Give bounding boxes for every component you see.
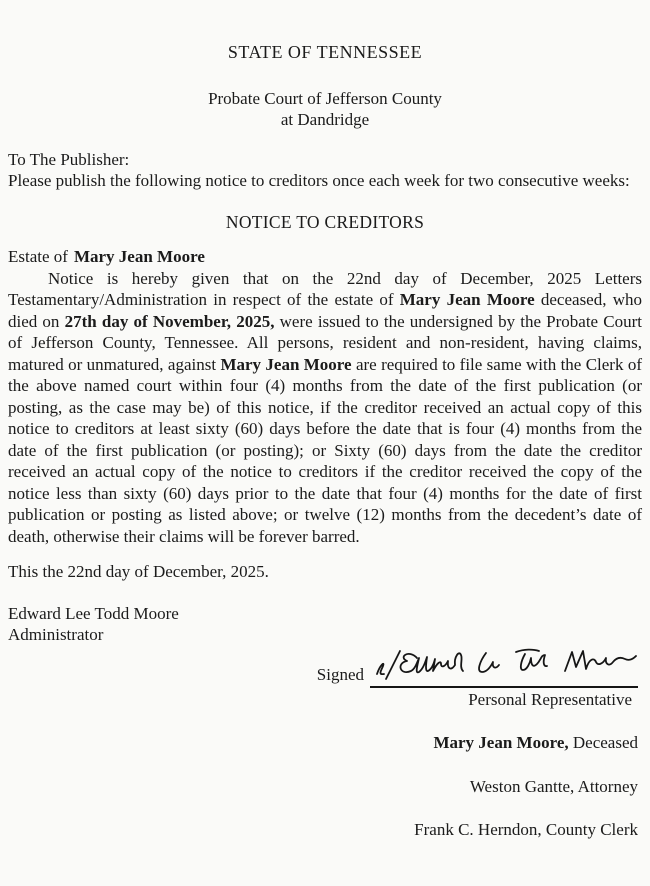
body-segment: deceased, who died on bbox=[8, 290, 642, 331]
execution-date: This the 22nd day of December, 2025. bbox=[8, 562, 269, 581]
publisher-salutation: To The Publisher: bbox=[8, 149, 130, 169]
court-location: at Dandridge bbox=[280, 110, 370, 129]
estate-line bbox=[8, 246, 642, 268]
body-segment: were issued to the undersigned by the Probate Court of Jefferson County, Tennessee. All persons, resident and non-resident, having claims, matured or unmatured, against bbox=[8, 311, 642, 374]
deceased-line bbox=[8, 732, 638, 754]
court-name: Probate Court of Jefferson County bbox=[208, 88, 442, 108]
administrator-title: Administrator bbox=[8, 625, 104, 644]
county-clerk-line: Frank C. Herndon, County Clerk bbox=[414, 820, 638, 839]
signed-label: Signed bbox=[316, 665, 364, 684]
signature-line bbox=[370, 648, 638, 688]
signature-handwriting-icon bbox=[370, 646, 638, 690]
notice-title: NOTICE TO CREDITORS bbox=[225, 211, 425, 232]
publisher-instruction: Please publish the following notice to creditors once each week for two consecutive weeks: bbox=[8, 171, 630, 190]
signature-block bbox=[8, 648, 642, 688]
court-header bbox=[8, 88, 642, 131]
estate-prefix: Estate of bbox=[8, 247, 68, 266]
decedent-name: Mary Jean Moore bbox=[73, 247, 205, 266]
state-title: STATE OF TENNESSEE bbox=[227, 42, 423, 62]
notice-body bbox=[8, 268, 642, 548]
administrator-name: Edward Lee Todd Moore bbox=[8, 603, 179, 623]
deceased-label: Deceased bbox=[568, 733, 638, 752]
administrator-block bbox=[8, 603, 642, 646]
footer-parties bbox=[8, 732, 642, 841]
decedent-name-bold: Mary Jean Moore bbox=[220, 354, 352, 374]
signature-caption: Personal Representative bbox=[468, 689, 632, 709]
decedent-name-bold: Mary Jean Moore bbox=[399, 290, 535, 309]
publisher-section bbox=[8, 149, 642, 192]
attorney-line: Weston Gantte, Attorney bbox=[469, 776, 638, 796]
deceased-name: Mary Jean Moore, bbox=[433, 733, 569, 752]
death-date-bold: 27th day of November, 2025, bbox=[64, 311, 275, 331]
body-segment: are required to file same with the Clerk of the above named court within four (4) months from the date of the first publication (or posting, as the case may be) of this notice, if the creditor received an actual copy of this notice to creditors at least sixty (60) days before the date that is four (4) months from the date of the first publication (or posting); or Sixty (60) days from the date the creditor received an actual copy of the notice to creditors if the creditor received the copy of the notice less than sixty (60) days prior to the date that four (4) months for the date of first publication or posting as listed above; or twelve (12) months from the decedent’s date of death, otherwise their claims will be forever barred. bbox=[8, 354, 642, 546]
body-segment: Notice is hereby given that on the 22nd day of December, 2025 Letters Testamentary/Administration in respect of the estate of bbox=[8, 268, 642, 309]
